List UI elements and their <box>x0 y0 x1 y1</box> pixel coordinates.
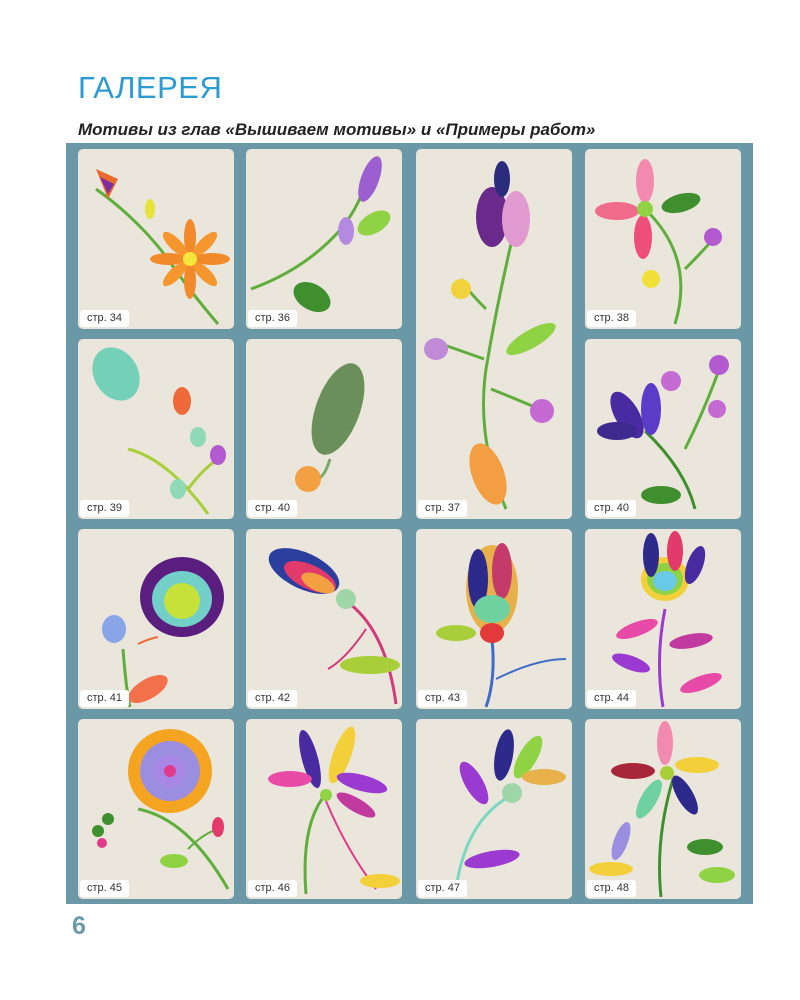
embroidery-chevron-leaf-image <box>246 529 402 709</box>
embroidery-round-flower-image <box>78 719 234 899</box>
embroidery-sprig-image <box>416 719 572 899</box>
gallery-tile-page-46[interactable] <box>246 719 402 899</box>
embroidery-branch-image <box>246 149 402 329</box>
page-ref-label: стр. 48 <box>587 880 636 897</box>
gallery-frame <box>66 143 753 904</box>
page-number: 6 <box>72 912 86 940</box>
gallery-tile-page-40-b[interactable] <box>585 339 741 519</box>
page-ref-label: стр. 45 <box>80 880 129 897</box>
page-ref-label: стр. 34 <box>80 310 129 327</box>
gallery-tile-page-38[interactable] <box>585 149 741 329</box>
page-ref-label: стр. 41 <box>80 690 129 707</box>
page-ref-label: стр. 40 <box>248 500 297 517</box>
page-ref-label: стр. 47 <box>418 880 467 897</box>
embroidery-green-leaf-image <box>246 339 402 519</box>
embroidery-bloom-image <box>78 529 234 709</box>
embroidery-flower-image <box>78 149 234 329</box>
gallery-tile-page-45[interactable] <box>78 719 234 899</box>
gallery-tile-page-44[interactable] <box>585 529 741 709</box>
page-ref-label: стр. 44 <box>587 690 636 707</box>
embroidery-leaf-sprig-image <box>78 339 234 519</box>
page-ref-label: стр. 38 <box>587 310 636 327</box>
page-ref-label: стр. 42 <box>248 690 297 707</box>
gallery-tile-page-37[interactable] <box>416 149 572 519</box>
embroidery-multicolor-flower-image <box>585 719 741 899</box>
embroidery-star-flower-image <box>246 719 402 899</box>
page-ref-label: стр. 37 <box>418 500 467 517</box>
gallery-tile-page-47[interactable] <box>416 719 572 899</box>
gallery-tile-page-39[interactable] <box>78 339 234 519</box>
page-ref-label: стр. 36 <box>248 310 297 327</box>
page-ref-label: стр. 39 <box>80 500 129 517</box>
gallery-tile-page-41[interactable] <box>78 529 234 709</box>
embroidery-blue-tulip-image <box>585 339 741 519</box>
page-title: ГАЛЕРЕЯ <box>78 70 223 105</box>
gallery-tile-page-48[interactable] <box>585 719 741 899</box>
page-ref-label: стр. 40 <box>587 500 636 517</box>
page-subtitle: Мотивы из глав «Вышиваем мотивы» и «Примеры работ» <box>78 120 596 139</box>
gallery-tile-page-34[interactable] <box>78 149 234 329</box>
page-ref-label: стр. 46 <box>248 880 297 897</box>
embroidery-patchwork-tulip-image <box>416 529 572 709</box>
embroidery-pink-flower-image <box>585 149 741 329</box>
gallery-tile-page-42[interactable] <box>246 529 402 709</box>
page-ref-label: стр. 43 <box>418 690 467 707</box>
embroidery-tulip-stem-image <box>416 149 572 519</box>
gallery-tile-page-40[interactable] <box>246 339 402 519</box>
embroidery-fan-tulip-image <box>585 529 741 709</box>
gallery-tile-page-43[interactable] <box>416 529 572 709</box>
gallery-tile-page-36[interactable] <box>246 149 402 329</box>
